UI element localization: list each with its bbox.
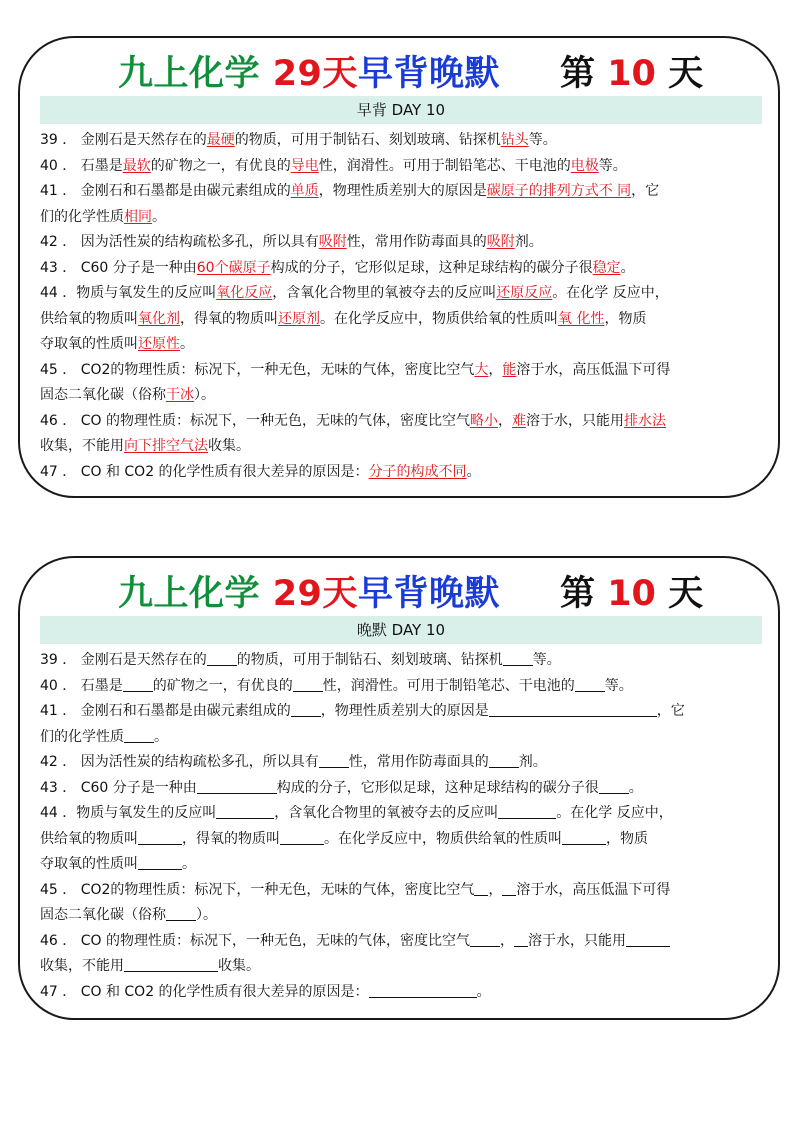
- line-text: 夺取氧的性质叫: [40, 336, 138, 352]
- line-text: 的矿物之一，有优良的: [152, 677, 293, 694]
- text-line: [40, 128, 764, 154]
- answer-text: 稳定: [592, 259, 621, 276]
- line-text: 等。: [528, 132, 557, 148]
- answer-blank: [291, 702, 321, 717]
- title-part-number: 29: [272, 574, 323, 614]
- line-text: 的矿物之一，有优良的: [150, 157, 291, 174]
- line-text: 。在化学反应中，物质供给氧的性质叫: [324, 830, 562, 847]
- line-text: 。在化学 反应中，: [556, 805, 673, 821]
- line-text: 46 ． CO 的物理性质：标况下，一种无色，无味的气体，密度比空气: [40, 932, 470, 949]
- answer-blank: [124, 957, 218, 972]
- line-text: 。: [628, 779, 643, 796]
- line-text: 收集，不能用: [40, 438, 124, 454]
- line-text: 构成的分子，它形似足球，这种足球结构的碳分子很: [270, 259, 593, 276]
- line-text: ，物质: [604, 310, 647, 327]
- line-text: 溶于水，只能用: [527, 932, 626, 949]
- answer-text: 还原性: [138, 336, 180, 352]
- line-text: 42 ． 因为活性炭的结构疏松多孔，所以具有: [40, 234, 319, 250]
- text-line: [40, 750, 764, 776]
- line-text: 性，润滑性。可用于制铅笔芯、干电池的: [318, 157, 571, 174]
- text-line: [40, 674, 764, 700]
- text-line: [40, 332, 764, 358]
- answer-blank: [166, 906, 196, 921]
- text-line: [40, 154, 764, 180]
- line-text: 等。: [604, 677, 633, 694]
- answer-text: 钻头: [500, 132, 529, 148]
- line-text: ）。: [194, 387, 215, 403]
- line-text: ，物理性质差别大的原因是: [320, 703, 489, 719]
- line-text: ，它: [631, 183, 660, 199]
- title-part-method: 早背晚默: [357, 54, 500, 94]
- line-text: 的物质，可用于制钻石、刻划玻璃、钻探机: [234, 132, 501, 148]
- text-line: [40, 801, 764, 827]
- answer-text: 电极: [570, 157, 599, 174]
- day-label: [560, 46, 703, 96]
- line-text: 收集。: [208, 438, 250, 454]
- answer-text: 氧化反应: [216, 285, 273, 301]
- answer-blank: [503, 651, 533, 666]
- answer-blank: [216, 804, 274, 819]
- line-text: ，得氧的物质叫: [180, 310, 278, 327]
- line-text: 43 ． C60 分子是一种由: [40, 259, 197, 276]
- answer-text: 最软: [122, 157, 151, 174]
- line-text: 41 ． 金刚石和石墨都是由碳元素组成的: [40, 183, 291, 199]
- title-part-course: 九上化学: [118, 54, 261, 94]
- day-number: 10: [607, 574, 656, 614]
- answer-blank: [470, 932, 500, 947]
- answer-text: 大: [474, 361, 489, 378]
- answer-text: 导电: [290, 157, 319, 174]
- answer-text: 排水法: [623, 412, 666, 429]
- line-text: 40 ． 石墨是: [40, 157, 123, 174]
- text-line: [40, 954, 764, 980]
- line-text: 41 ． 金刚石和石墨都是由碳元素组成的: [40, 703, 291, 719]
- content-lines: [40, 648, 764, 1005]
- day-prefix: 第: [560, 574, 596, 614]
- answer-blank: [123, 677, 153, 692]
- line-text: ）。: [196, 907, 217, 923]
- answer-blank: [197, 779, 277, 794]
- line-text: ，得氧的物质叫: [182, 830, 280, 847]
- answer-blank: [562, 830, 606, 845]
- answer-blank: [626, 932, 670, 947]
- line-text: ，含氧化合物里的氧被夺去的反应叫: [274, 805, 499, 821]
- title-part-method: 早背晚默: [357, 574, 500, 614]
- answer-blank: [124, 728, 154, 743]
- answer-blank: [489, 702, 657, 717]
- answer-text: 还原剂: [278, 310, 320, 327]
- text-line: [40, 903, 764, 929]
- line-text: 性，润滑性。可用于制铅笔芯、干电池的: [322, 677, 575, 694]
- line-text: 固态二氧化碳（俗称: [40, 387, 166, 403]
- line-text: ，: [488, 881, 503, 898]
- answer-text: 还原反应: [496, 285, 553, 301]
- text-line: [40, 205, 764, 231]
- line-text: 。: [180, 336, 194, 352]
- line-text: ，它: [656, 703, 685, 719]
- line-text: 。在化学 反应中，: [552, 285, 669, 301]
- line-text: 们的化学性质: [40, 728, 124, 745]
- line-text: 收集。: [218, 958, 260, 974]
- line-text: ，: [497, 412, 512, 429]
- text-line: [40, 281, 764, 307]
- title-part-days: 天: [322, 54, 358, 94]
- answer-blank: [319, 753, 349, 768]
- title-part-days: 天: [322, 574, 358, 614]
- line-text: 39 ． 金刚石是天然存在的: [40, 132, 207, 148]
- text-line: [40, 648, 764, 674]
- line-text: 构成的分子，它形似足球，这种足球结构的碳分子很: [276, 779, 599, 796]
- card-title: [20, 38, 778, 96]
- text-line: [40, 980, 764, 1006]
- answer-blank: [498, 804, 556, 819]
- title-text: [118, 566, 500, 616]
- day-label: [560, 566, 703, 616]
- day-number: 10: [607, 54, 656, 94]
- answer-blank: [514, 932, 528, 947]
- text-line: [40, 256, 764, 282]
- text-line: [40, 358, 764, 384]
- answer-text: 能: [502, 361, 517, 378]
- answer-text: 吸附: [486, 234, 515, 250]
- answer-text: 分子的构成不同: [368, 463, 467, 480]
- line-text: 。: [476, 983, 491, 1000]
- text-line: [40, 179, 764, 205]
- line-text: 45 ． CO2的物理性质：标况下，一种无色，无味的气体，密度比空气: [40, 361, 475, 378]
- line-text: 溶于水，高压低温下可得: [516, 881, 671, 898]
- line-text: 们的化学性质: [40, 208, 124, 225]
- section-banner: 早背 DAY 10: [40, 96, 762, 124]
- line-text: ，: [499, 932, 514, 949]
- line-text: 固态二氧化碳（俗称: [40, 907, 166, 923]
- text-line: [40, 878, 764, 904]
- text-line: [40, 230, 764, 256]
- text-line: [40, 827, 764, 853]
- title-text: [118, 46, 500, 96]
- answer-blank: [138, 855, 182, 870]
- card-title: [20, 558, 778, 616]
- line-text: 。: [466, 463, 481, 480]
- line-text: 。: [620, 259, 635, 276]
- text-line: [40, 460, 764, 486]
- answer-text: 氧 化性: [558, 310, 605, 327]
- evening-card: [18, 556, 780, 1020]
- day-suffix: 天: [668, 574, 704, 614]
- line-text: 等。: [598, 157, 627, 174]
- answer-blank: [474, 881, 488, 896]
- line-text: 39 ． 金刚石是天然存在的: [40, 652, 207, 668]
- answer-text: 单质: [290, 183, 319, 199]
- line-text: 40 ． 石墨是: [40, 677, 123, 694]
- line-text: 44 ．物质与氧发生的反应叫: [40, 805, 217, 821]
- answer-text: 碳原子的排列方式不 同: [486, 183, 632, 199]
- line-text: 43 ． C60 分子是一种由: [40, 779, 197, 796]
- section-banner: 晚默 DAY 10: [40, 616, 762, 644]
- line-text: 性，常用作防毒面具的: [348, 754, 489, 770]
- line-text: 47 ． CO 和 CO2 的化学性质有很大差异的原因是：: [40, 983, 369, 1000]
- line-text: 45 ． CO2的物理性质：标况下，一种无色，无味的气体，密度比空气: [40, 881, 475, 898]
- line-text: 供给氧的物质叫: [40, 830, 138, 847]
- answer-blank: [293, 677, 323, 692]
- day-suffix: 天: [668, 54, 704, 94]
- text-line: [40, 852, 764, 878]
- line-text: 。: [182, 856, 196, 872]
- answer-blank: [280, 830, 324, 845]
- line-text: 。: [152, 208, 166, 225]
- text-line: [40, 929, 764, 955]
- answer-text: 最硬: [206, 132, 235, 148]
- line-text: ，: [488, 361, 503, 378]
- title-part-number: 29: [272, 54, 323, 94]
- answer-text: 略小: [469, 412, 498, 429]
- answer-text: 相同: [124, 208, 152, 225]
- answer-blank: [138, 830, 182, 845]
- answer-blank: [369, 983, 477, 998]
- answer-blank: [489, 753, 519, 768]
- answer-blank: [502, 881, 516, 896]
- line-text: 等。: [532, 652, 561, 668]
- text-line: [40, 409, 764, 435]
- line-text: 收集，不能用: [40, 958, 124, 974]
- line-text: ，物理性质差别大的原因是: [318, 183, 487, 199]
- line-text: 剂。: [518, 754, 547, 770]
- text-line: [40, 383, 764, 409]
- title-part-course: 九上化学: [118, 574, 261, 614]
- answer-blank: [207, 651, 237, 666]
- answer-blank: [575, 677, 605, 692]
- line-text: 46 ． CO 的物理性质：标况下，一种无色，无味的气体，密度比空气: [40, 412, 470, 429]
- answer-text: 向下排空气法: [124, 438, 208, 454]
- answer-blank: [599, 779, 629, 794]
- text-line: [40, 307, 764, 333]
- line-text: ，含氧化合物里的氧被夺去的反应叫: [272, 285, 497, 301]
- line-text: 剂。: [514, 234, 543, 250]
- line-text: 42 ． 因为活性炭的结构疏松多孔，所以具有: [40, 754, 319, 770]
- answer-text: 难: [511, 412, 526, 429]
- line-text: 溶于水，高压低温下可得: [516, 361, 671, 378]
- answer-text: 氧化剂: [138, 310, 180, 327]
- text-line: [40, 434, 764, 460]
- day-prefix: 第: [560, 54, 596, 94]
- answer-text: 干冰: [166, 387, 194, 403]
- text-line: [40, 776, 764, 802]
- line-text: 47 ． CO 和 CO2 的化学性质有很大差异的原因是：: [40, 463, 369, 480]
- text-line: [40, 725, 764, 751]
- line-text: ，物质: [606, 830, 648, 847]
- line-text: 溶于水，只能用: [525, 412, 624, 429]
- answer-text: 吸附: [318, 234, 347, 250]
- line-text: 44 ．物质与氧发生的反应叫: [40, 285, 217, 301]
- line-text: 的物质，可用于制钻石、刻划玻璃、钻探机: [236, 652, 503, 668]
- line-text: 。: [154, 728, 168, 745]
- line-text: 。在化学反应中，物质供给氧的性质叫: [320, 310, 558, 327]
- line-text: 性，常用作防毒面具的: [346, 234, 487, 250]
- line-text: 夺取氧的性质叫: [40, 856, 138, 872]
- content-lines: [40, 128, 764, 485]
- morning-card: [18, 36, 780, 498]
- answer-text: 60个碳原子: [196, 259, 271, 276]
- text-line: [40, 699, 764, 725]
- line-text: 供给氧的物质叫: [40, 310, 138, 327]
